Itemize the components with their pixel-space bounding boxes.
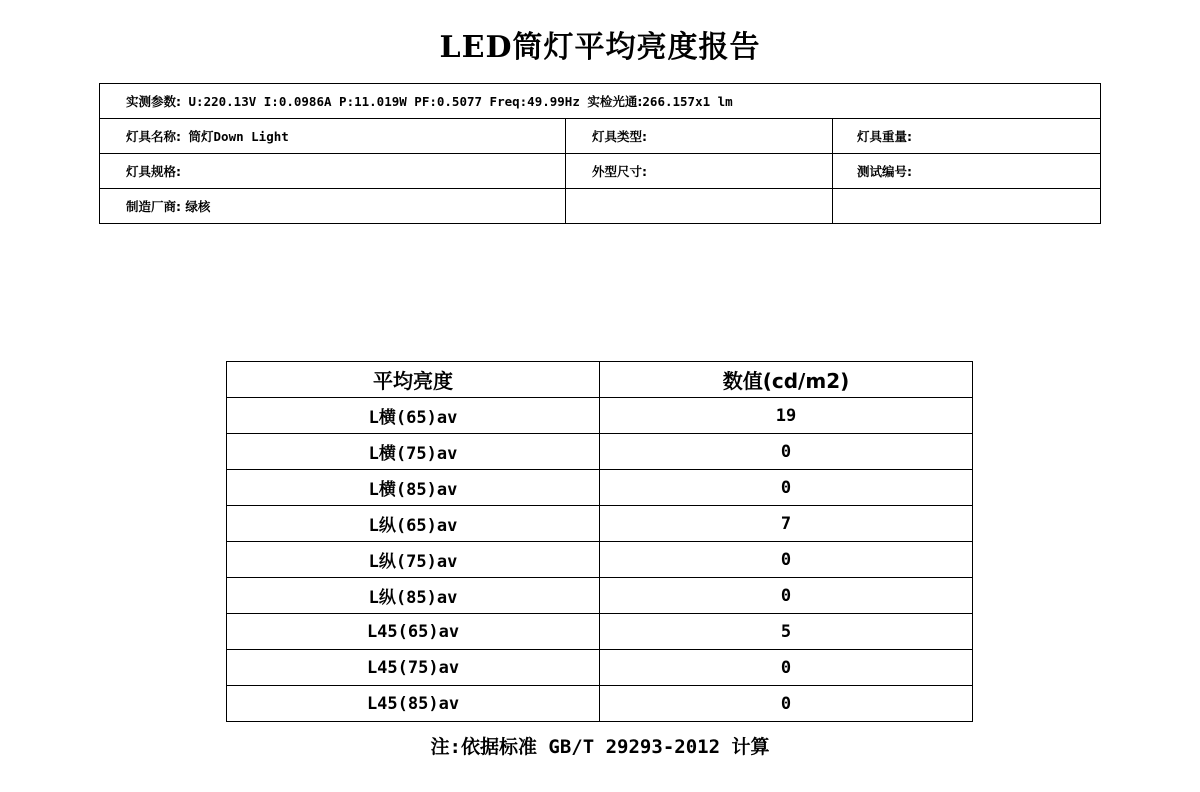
row-label: L45(85)av: [227, 686, 600, 722]
column-header-average-luminance: 平均亮度: [227, 362, 600, 398]
lamp-name-cell: [100, 119, 566, 154]
average-luminance-table: [226, 361, 973, 722]
page-title: LED筒灯平均亮度报告: [439, 30, 761, 65]
table-row: [227, 434, 973, 470]
empty-cell: [833, 189, 1101, 224]
measured-params-label: 实测参数:: [126, 94, 181, 109]
row-value: 0: [600, 434, 973, 470]
row-label: L横(65)av: [227, 398, 600, 434]
manufacturer-label: 制造厂商:: [126, 199, 181, 214]
column-header-value: 数值(cd/m2): [600, 362, 973, 398]
luminance-table-body: [227, 398, 973, 722]
lamp-spec-label: 灯具规格:: [126, 164, 181, 179]
manufacturer-cell: [100, 189, 566, 224]
lamp-spec-cell: [100, 154, 566, 189]
table-row: [227, 542, 973, 578]
row-label: L横(75)av: [227, 434, 600, 470]
row-value: 0: [600, 578, 973, 614]
info-row-maker: [100, 189, 1101, 224]
row-label: L45(65)av: [227, 614, 600, 650]
row-label: L横(85)av: [227, 470, 600, 506]
table-row: [227, 686, 973, 722]
lamp-name-value: 筒灯Down Light: [181, 129, 289, 144]
row-label: L45(75)av: [227, 650, 600, 686]
row-value: 0: [600, 470, 973, 506]
test-number-cell: [833, 154, 1101, 189]
row-value: 5: [600, 614, 973, 650]
measured-params-row: [100, 84, 1101, 119]
test-number-label: 测试编号:: [857, 164, 912, 179]
row-value: 0: [600, 542, 973, 578]
lamp-info-table: [99, 83, 1101, 224]
row-label: L纵(75)av: [227, 542, 600, 578]
luminous-flux-value: 266.157x1 lm: [642, 94, 733, 109]
table-row: [227, 578, 973, 614]
outline-size-cell: [566, 154, 833, 189]
table-row: [227, 650, 973, 686]
manufacturer-value: 绿核: [181, 199, 211, 214]
lamp-type-label: 灯具类型:: [592, 129, 647, 144]
lamp-name-label: 灯具名称:: [126, 129, 181, 144]
row-value: 0: [600, 650, 973, 686]
table-row: [227, 398, 973, 434]
measured-params-values: U:220.13V I:0.0986A P:11.019W PF:0.5077 Freq:49.99Hz: [181, 94, 588, 109]
row-value: 7: [600, 506, 973, 542]
row-value: 0: [600, 686, 973, 722]
outline-size-label: 外型尺寸:: [592, 164, 647, 179]
luminance-header-row: [227, 362, 973, 398]
lamp-weight-label: 灯具重量:: [857, 129, 912, 144]
info-row-spec: [100, 154, 1101, 189]
table-row: [227, 614, 973, 650]
lamp-weight-cell: [833, 119, 1101, 154]
standard-note: 注:依据标准 GB/T 29293-2012 计算: [430, 736, 770, 758]
row-value: 19: [600, 398, 973, 434]
row-label: L纵(65)av: [227, 506, 600, 542]
row-label: L纵(85)av: [227, 578, 600, 614]
info-row-name: [100, 119, 1101, 154]
table-row: [227, 506, 973, 542]
lamp-type-cell: [566, 119, 833, 154]
table-row: [227, 470, 973, 506]
empty-cell: [566, 189, 833, 224]
measured-params-cell: [100, 84, 1101, 119]
luminous-flux-label: 实检光通:: [587, 94, 643, 109]
